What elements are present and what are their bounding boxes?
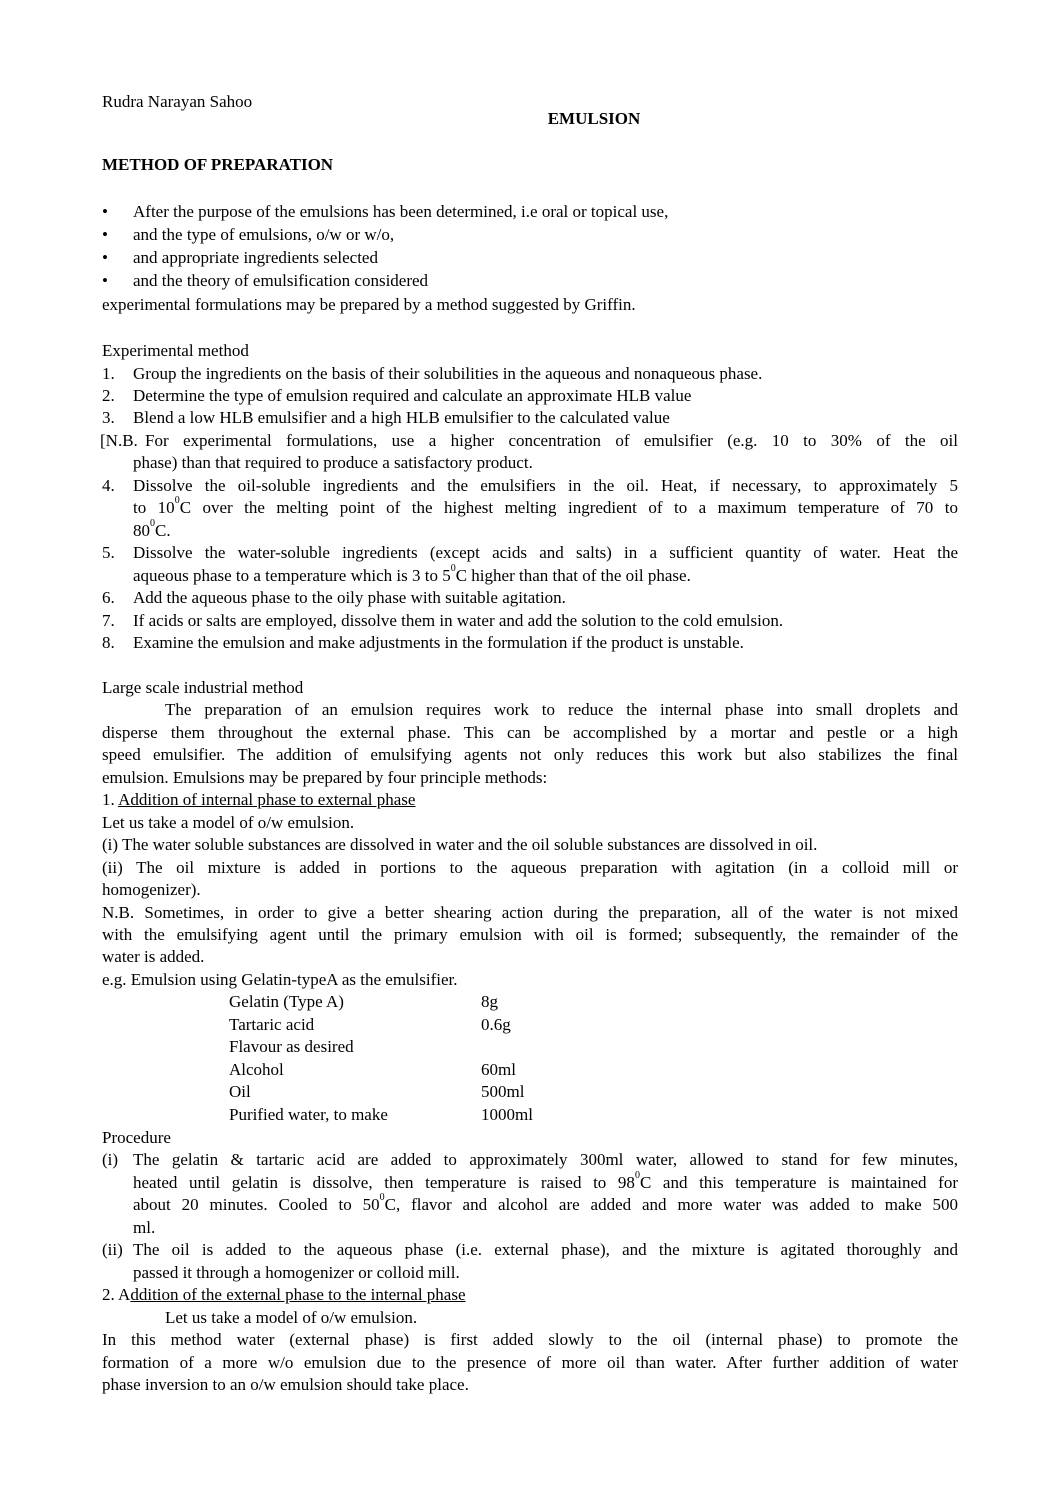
step-text [133,497,958,520]
text-fragment: heated until gelatin is dissolve, then temperature is raised to 98 [133,1173,635,1192]
step-text [133,565,691,588]
step-number: 1. [102,364,115,383]
method-1-step-ii: (ii) The oil mixture is added in portions to the aqueous preparation with agitation (in a colloid mill or [102,858,958,877]
step-text: Blend a low HLB emulsifier and a high HLB emulsifier to the calculated value [133,408,670,427]
step-number: 4. [102,476,115,495]
paragraph-line: speed emulsifier. The addition of emulsifying agents not only reduces this work but also stabilizes the final [102,745,958,764]
degree-superscript: 0 [634,1170,640,1181]
formula-ingredient: Tartaric acid [229,1015,315,1034]
step-number: 6. [102,588,115,607]
formula-amount: 60ml [481,1060,516,1079]
method-1-nb: with the emulsifying agent until the primary emulsion with oil is formed; subsequently, the remainder of the [102,925,958,944]
degree-superscript: 0 [450,563,456,574]
method-1-heading [102,789,415,812]
procedure-text: The gelatin & tartaric acid are added to approximately 300ml water, allowed to stand for few minutes, [133,1150,958,1169]
nb-label: [N.B. [100,431,138,450]
step-text: Dissolve the oil-soluble ingredients and the emulsifiers in the oil. Heat, if necessary, to approximately 5 [133,476,958,495]
paragraph-line: emulsion. Emulsions may be prepared by four principle methods: [102,768,548,787]
step-number: 5. [102,543,115,562]
text-fragment: about 20 minutes. Cooled to 50 [133,1195,380,1214]
method-title: ddition of the external phase to the internal phase [130,1285,466,1304]
method-1-nb: water is added. [102,947,205,966]
section-heading: METHOD OF PREPARATION [102,155,334,174]
list-item: and appropriate ingredients selected [133,248,378,267]
procedure-text: ml. [133,1218,156,1237]
method-1-step-i: (i) The water soluble substances are dissolved in water and the oil soluble substances are dissolved in oil. [102,835,818,854]
text-fragment: aqueous phase to a temperature which is 3 to 5 [133,566,451,585]
step-text: Group the ingredients on the basis of their solubilities in the aqueous and nonaqueous phase. [133,364,763,383]
bullet-icon: • [102,202,108,221]
step-number: 8. [102,633,115,652]
example-intro: e.g. Emulsion using Gelatin-typeA as the emulsifier. [102,970,458,989]
formula-amount: 8g [481,992,498,1011]
step-text: Examine the emulsion and make adjustments in the formulation if the product is unstable. [133,633,744,652]
formula-ingredient: Gelatin (Type A) [229,992,344,1011]
text-fragment: 80 [133,521,150,540]
formula-amount: 500ml [481,1082,525,1101]
text-fragment: C over the melting point of the highest melting ingredient of to a maximum temperature of 70 to [179,498,958,517]
list-item: and the type of emulsions, o/w or w/o, [133,225,395,244]
formula-ingredient: Oil [229,1082,251,1101]
step-text: Add the aqueous phase to the oily phase with suitable agitation. [133,588,566,607]
list-item: and the theory of emulsification considered [133,271,429,290]
step-number: 2. [102,386,115,405]
text-fragment: C and this temperature is maintained for [639,1173,958,1192]
step-text [133,520,171,543]
method-2-heading [102,1284,466,1307]
procedure-text: passed it through a homogenizer or colloid mill. [133,1263,460,1282]
procedure-text: The oil is added to the aqueous phase (i.e. external phase), and the mixture is agitated thoroughly and [133,1240,958,1259]
method-number: 2. A [102,1285,131,1304]
step-number: 3. [102,408,115,427]
step-text: If acids or salts are employed, dissolve them in water and add the solution to the cold emulsion. [133,611,784,630]
text-fragment: C. [155,521,171,540]
nb-text: phase) than that required to produce a satisfactory product. [133,453,533,472]
paragraph-line: formation of a more w/o emulsion due to the presence of more oil than water. After further addition of water [102,1353,958,1372]
paragraph-line: phase inversion to an o/w emulsion should take place. [102,1375,469,1394]
formula-amount: 0.6g [481,1015,511,1034]
bullet-icon: • [102,271,108,290]
procedure-text [133,1172,958,1195]
industrial-heading: Large scale industrial method [102,678,304,697]
experimental-heading: Experimental method [102,341,249,360]
formula-ingredient: Flavour as desired [229,1037,354,1056]
author-name: Rudra Narayan Sahoo [102,92,253,111]
intro-conclusion: experimental formulations may be prepared by a method suggested by Griffin. [102,295,636,314]
step-number: 7. [102,611,115,630]
procedure-heading: Procedure [102,1128,171,1147]
procedure-number: (ii) [102,1240,123,1259]
paragraph-line: disperse them throughout the external phase. This can be accomplished by a mortar and pestle or a high [102,723,958,742]
method-1-step-ii: homogenizer). [102,880,201,899]
degree-superscript: 0 [379,1192,385,1203]
method-1-model: Let us take a model of o/w emulsion. [102,813,355,832]
method-2-model: Let us take a model of o/w emulsion. [165,1308,418,1327]
list-item: After the purpose of the emulsions has been determined, i.e oral or topical use, [133,202,669,221]
formula-ingredient: Purified water, to make [229,1105,388,1124]
degree-superscript: 0 [174,495,180,506]
formula-amount: 1000ml [481,1105,533,1124]
nb-text: For experimental formulations, use a higher concentration of emulsifier (e.g. 10 to 30% of the oil [145,431,958,450]
document-title: EMULSION [547,109,641,128]
bullet-icon: • [102,248,108,267]
method-1-nb: N.B. Sometimes, in order to give a better shearing action during the preparation, all of the water is not mixed [102,903,958,922]
paragraph-line: In this method water (external phase) is first added slowly to the oil (internal phase) to promote the [102,1330,958,1349]
text-fragment: C higher than that of the oil phase. [455,566,691,585]
procedure-text [133,1194,958,1217]
text-fragment: C, flavor and alcohol are added and more water was added to make 500 [384,1195,958,1214]
paragraph-line: The preparation of an emulsion requires work to reduce the internal phase into small droplets and [165,700,958,719]
degree-superscript: 0 [150,518,155,529]
method-title: Addition of internal phase to external phase [118,790,416,809]
step-text: Determine the type of emulsion required and calculate an approximate HLB value [133,386,692,405]
step-text: Dissolve the water-soluble ingredients (except acids and salts) in a sufficient quantity of water. Heat the [133,543,958,562]
bullet-icon: • [102,225,108,244]
formula-ingredient: Alcohol [229,1060,284,1079]
text-fragment: to 10 [133,498,175,517]
method-number: 1. [102,790,115,809]
procedure-number: (i) [102,1150,119,1169]
